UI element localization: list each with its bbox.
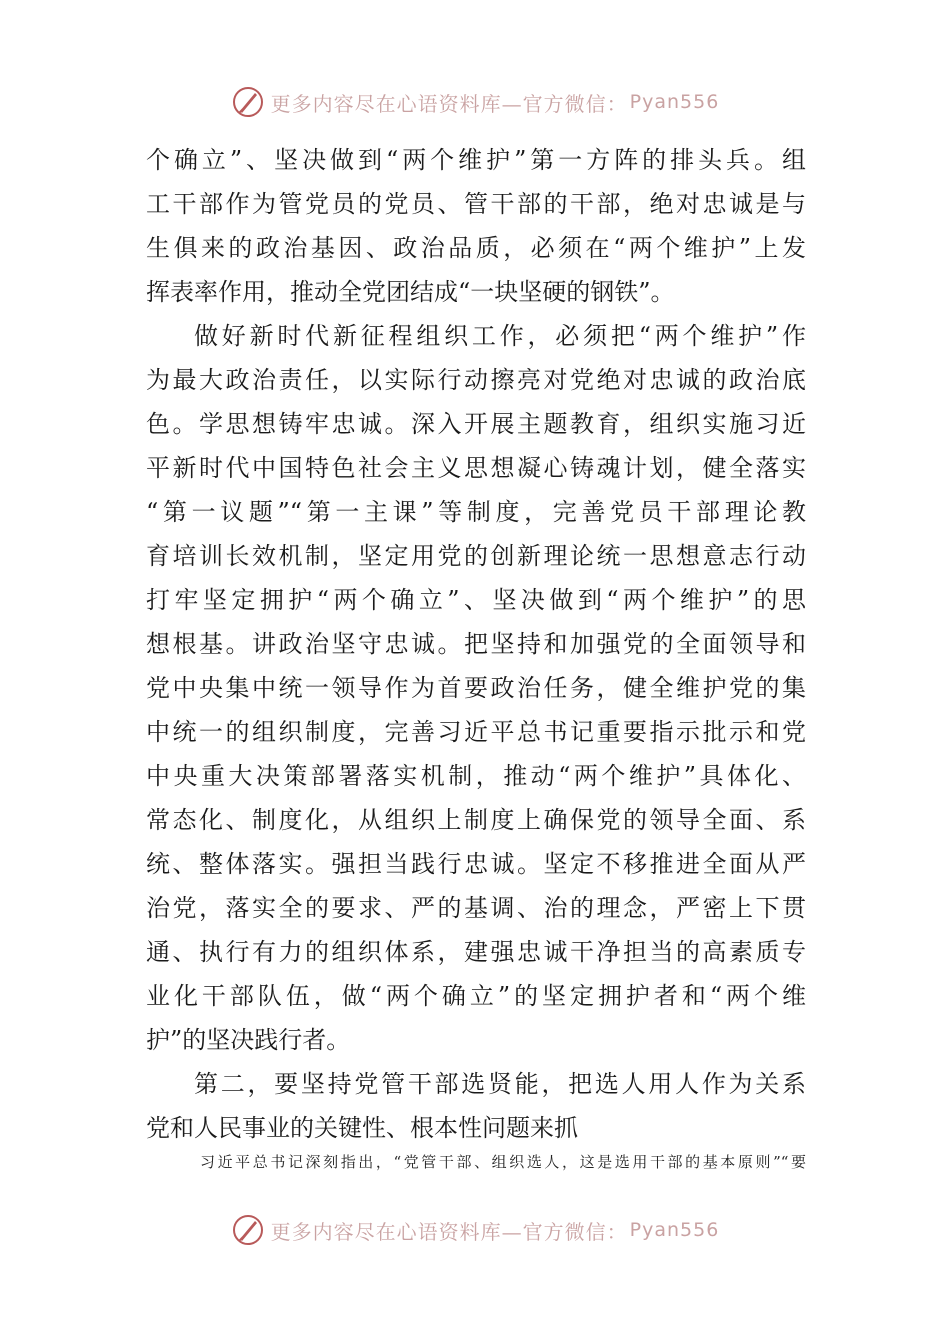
body-line: 色。学思想铸牢忠诚。深入开展主题教育，组织实施习近 — [146, 410, 806, 438]
body-line: 挥表率作用，推动全党团结成“一块坚硬的钢铁”。 — [146, 278, 675, 306]
body-line: 生俱来的政治基因、政治品质，必须在“两个维护”上发 — [146, 234, 806, 262]
body-line: “第一议题”“第一主课”等制度，完善党员干部理论教 — [146, 498, 806, 526]
body-line: 通、执行有力的组织体系，建强忠诚干净担当的高素质专 — [146, 938, 806, 966]
small-body-line: 习近平总书记深刻指出，“党管干部、组织选人，这是选用干部的基本原则”“要 — [200, 1153, 806, 1171]
body-line: 党中央集中统一领导作为首要政治任务，健全维护党的集 — [146, 674, 806, 702]
body-line: 工干部作为管党员的党员、管干部的干部，绝对忠诚是与 — [146, 190, 806, 218]
quill-pen-logo-icon — [231, 85, 265, 119]
watermark-text: 更多内容尽在心语资料库—官方微信： — [270, 1219, 628, 1244]
body-line: 中统一的组织制度，完善习近平总书记重要指示批示和党 — [146, 718, 806, 746]
body-line: 个确立”、坚决做到“两个维护”第一方阵的排头兵。组 — [146, 146, 806, 174]
watermark-wechat-id: Pyan556 — [629, 1219, 720, 1241]
body-line: 治党，落实全的要求、严的基调、治的理念，严密上下贯 — [146, 894, 806, 922]
document-body — [146, 138, 806, 1150]
footer-watermark — [0, 1210, 950, 1250]
header-watermark — [0, 82, 950, 122]
watermark-wechat-id: Pyan556 — [629, 91, 720, 113]
watermark-text: 更多内容尽在心语资料库—官方微信： — [270, 91, 628, 116]
section-heading-line: 第二，要坚持党管干部选贤能，把选人用人作为关系 — [194, 1070, 806, 1098]
body-line: 业化干部队伍，做“两个确立”的坚定拥护者和“两个维 — [146, 982, 806, 1010]
body-line: 中央重大决策部署落实机制，推动“两个维护”具体化、 — [146, 762, 806, 790]
body-line: 护”的坚决践行者。 — [146, 1026, 351, 1054]
body-line: 为最大政治责任，以实际行动擦亮对党绝对忠诚的政治底 — [146, 366, 806, 394]
body-line: 统、整体落实。强担当践行忠诚。坚定不移推进全面从严 — [146, 850, 806, 878]
quill-pen-logo-icon — [231, 1213, 265, 1247]
body-line: 育培训长效机制，坚定用党的创新理论统一思想意志行动 — [146, 542, 806, 570]
body-line: 常态化、制度化，从组织上制度上确保党的领导全面、系 — [146, 806, 806, 834]
section-heading-line: 党和人民事业的关键性、根本性问题来抓 — [146, 1114, 578, 1142]
body-line: 做好新时代新征程组织工作，必须把“两个维护”作 — [194, 322, 806, 350]
body-line: 打牢坚定拥护“两个确立”、坚决做到“两个维护”的思 — [146, 586, 806, 614]
body-line: 平新时代中国特色社会主义思想凝心铸魂计划，健全落实 — [146, 454, 806, 482]
body-line: 想根基。讲政治坚守忠诚。把坚持和加强党的全面领导和 — [146, 630, 806, 658]
